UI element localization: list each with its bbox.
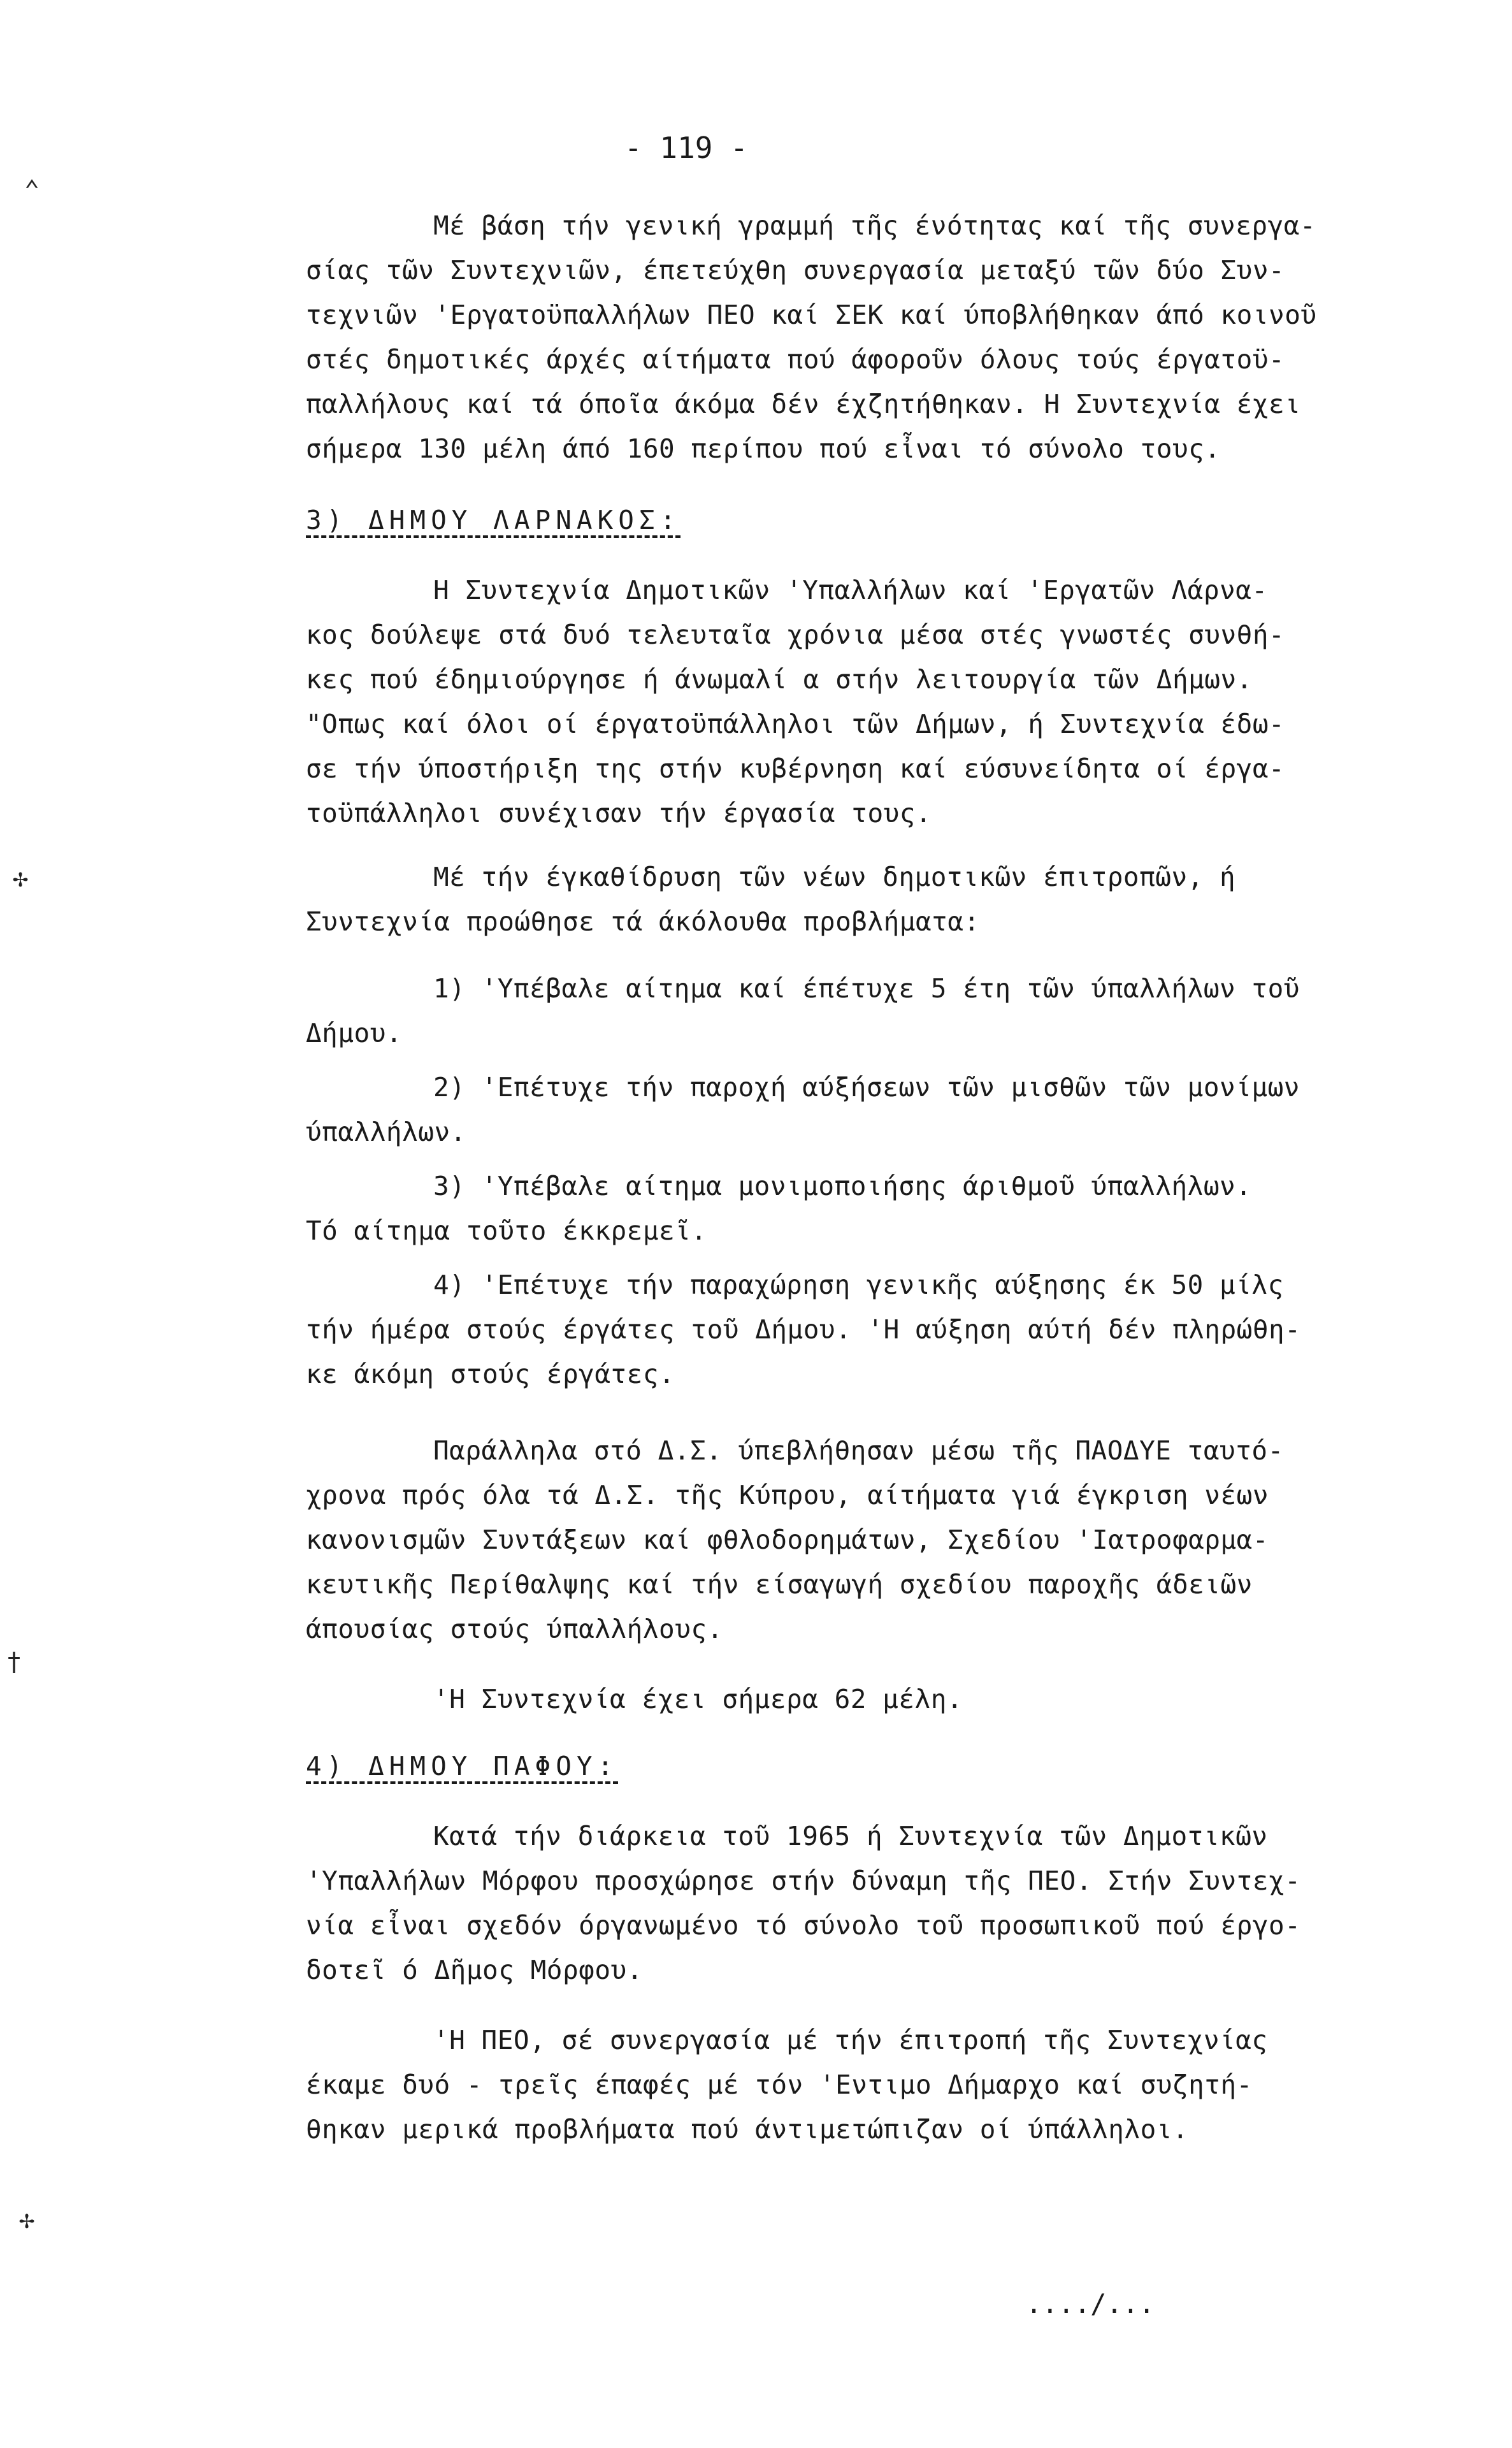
text-line: 'Η ΠΕΟ, σέ συνεργασία μέ τήν έπιτροπή τῆς Συντεχνίας <box>433 2025 1268 2055</box>
list-item-cont: Τό αίτημα τοῦτο έκκρεμεῖ. <box>306 1215 707 1246</box>
text-line: Η Συντεχνία Δημοτικῶν 'Υπαλλήλων καί 'Εργατῶν Λάρνα- <box>433 575 1268 605</box>
text-line: κες πού έδημιούργησε ή άνωμαλί α στήν λειτουργία τῶν Δήμων. <box>306 664 1253 695</box>
text-line: Συντεχνία προώθησε τά άκόλουθα προβλήματα: <box>306 906 980 937</box>
page-number: - 119 - <box>624 131 748 165</box>
text-line: κος δούλεψε στά δυό τελευταῖα χρόνια μέσα στές γνωστές συνθή- <box>306 619 1285 650</box>
text-line: κανονισμῶν Συντάξεων καί φθλοδορημάτων, Σχεδίου 'Ιατροφαρμα- <box>306 1525 1269 1555</box>
list-item-cont: τήν ήμέρα στούς έργάτες τοῦ Δήμου. 'Η αύξηση αύτή δέν πληρώθη- <box>306 1314 1301 1345</box>
list-item-cont: Δήμου. <box>306 1018 403 1048</box>
text-line: Κατά τήν διάρκεια τοῦ 1965 ή Συντεχνία τῶν Δημοτικῶν <box>433 1821 1268 1851</box>
text-line: έκαμε δυό - τρεῖς έπαφές μέ τόν 'Εντιμο Δήμαρχο καί συζητή- <box>306 2069 1253 2100</box>
margin-mark-icon: † <box>6 1648 22 1677</box>
continuation-mark: ..../... <box>1026 2288 1155 2319</box>
list-item: 4) 'Επέτυχε τήν παραχώρηση γενικῆς αύξησης έκ 50 μίλς <box>433 1270 1284 1300</box>
margin-mark-icon: ⌃ <box>24 175 40 205</box>
list-item: 3) 'Υπέβαλε αίτημα μονιμοποιήσης άριθμοῦ ύπαλλήλων. <box>433 1171 1252 1201</box>
text-line: στές δημοτικές άρχές αίτήματα πού άφοροῦν όλους τούς έργατοϋ- <box>306 344 1285 375</box>
list-item-cont: κε άκόμη στούς έργάτες. <box>306 1359 675 1389</box>
text-line: τεχνιῶν 'Εργατοϋπαλλήλων ΠΕΟ καί ΣΕΚ καί ύποβλήθηκαν άπό κοινοῦ <box>306 300 1317 330</box>
text-line: σε τήν ύποστήριξη της στήν κυβέρνηση καί εύσυνείδητα οί έργα- <box>306 753 1285 784</box>
text-line: χρονα πρός όλα τά Δ.Σ. τῆς Κύπρου, αίτήματα γιά έγκριση νέων <box>306 1480 1269 1510</box>
text-line: Μέ τήν έγκαθίδρυση τῶν νέων δημοτικῶν έπιτροπῶν, ή <box>433 862 1236 892</box>
list-item: 2) 'Επέτυχε τήν παροχή αύξήσεων τῶν μισθῶν τῶν μονίμων <box>433 1072 1300 1103</box>
text-line: νία εἶναι σχεδόν όργανωμένο τό σύνολο τοῦ προσωπικοῦ πού έργο- <box>306 1910 1301 1941</box>
text-line: άπουσίας στούς ύπαλλήλους. <box>306 1614 723 1644</box>
margin-mark-icon: ✢ <box>19 2205 35 2234</box>
margin-mark-icon: ✢ <box>13 864 29 893</box>
text-line: σίας τῶν Συντεχνιῶν, έπετεύχθη συνεργασία μεταξύ τῶν δύο Συν- <box>306 255 1285 286</box>
text-line: σήμερα 130 μέλη άπό 160 περίπου πού εἶναι τό σύνολο τους. <box>306 433 1221 464</box>
list-item: 1) 'Υπέβαλε αίτημα καί έπέτυχε 5 έτη τῶν ύπαλλήλων τοῦ <box>433 973 1300 1004</box>
text-line: Μέ βάση τήν γενική γραμμή τῆς ένότητας καί τῆς συνεργα- <box>433 210 1316 241</box>
list-item-cont: ύπαλλήλων. <box>306 1117 466 1147</box>
text-line: "Οπως καί όλοι οί έργατοϋπάλληλοι τῶν Δήμων, ή Συντεχνία έδω- <box>306 709 1285 739</box>
members-count: 'Η Συντεχνία έχει σήμερα 62 μέλη. <box>433 1684 963 1714</box>
text-line: κευτικῆς Περίθαλψης καί τήν είσαγωγή σχεδίου παροχῆς άδειῶν <box>306 1569 1253 1600</box>
text-line: παλλήλους καί τά όποῖα άκόμα δέν έχζητήθηκαν. Η Συντεχνία έχει <box>306 389 1301 419</box>
text-line: τοϋπάλληλοι συνέχισαν τήν έργασία τους. <box>306 798 932 829</box>
section-heading-paphos: 4) ΔΗΜΟΥ ΠΑΦΟΥ: <box>306 1751 619 1781</box>
text-line: θηκαν μερικά προβλήματα πού άντιμετώπιζαν οί ύπάλληλοι. <box>306 2114 1189 2145</box>
section-heading-larnaca: 3) ΔΗΜΟΥ ΛΑΡΝΑΚΟΣ: <box>306 505 681 535</box>
text-line: 'Υπαλλήλων Μόρφου προσχώρησε στήν δύναμη τῆς ΠΕΟ. Στήν Συντεχ- <box>306 1865 1301 1896</box>
text-line: δοτεῖ ό Δῆμος Μόρφου. <box>306 1955 643 1985</box>
text-line: Παράλληλα στό Δ.Σ. ύπεβλήθησαν μέσω τῆς ΠΑΟΔΥΕ ταυτό- <box>433 1435 1284 1466</box>
